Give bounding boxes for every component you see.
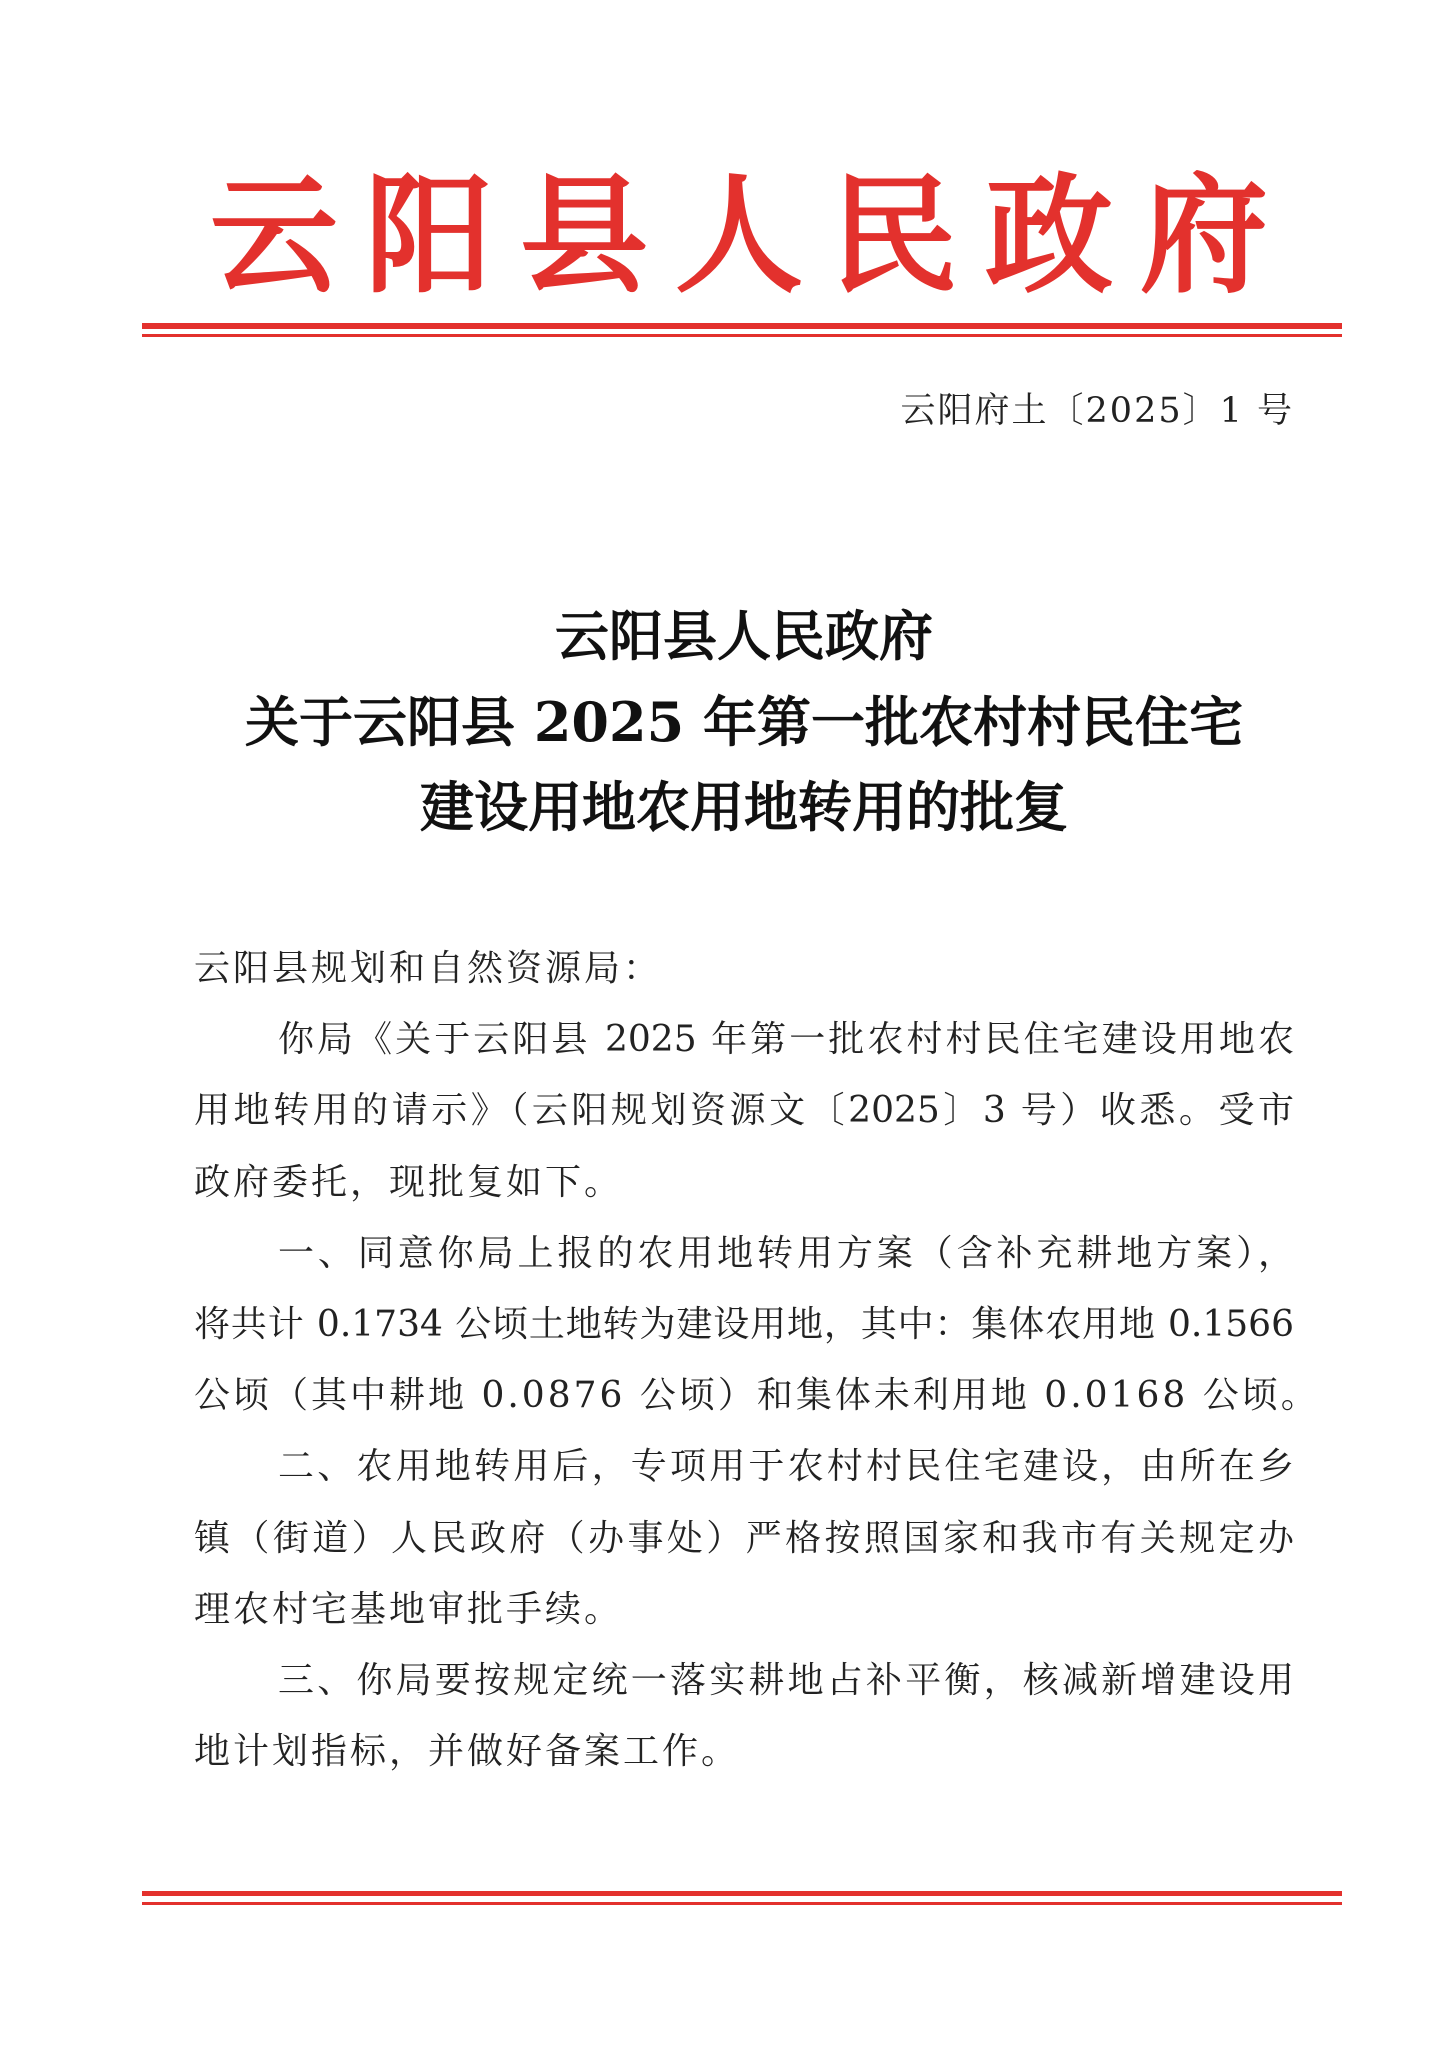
body-paragraph-3 [194,1431,1294,1645]
header-rule-thick [142,323,1342,329]
salutation: 云阳县规划和自然资源局： [194,948,663,989]
body-paragraph-4 [194,1645,1294,1787]
document-number: 云阳府土〔2025〕1 号 [900,391,1294,431]
body-line: 地计划指标，并做好备案工作。 [194,1731,741,1773]
issuing-authority-header: 云阳县人民政府 [210,161,1268,311]
title-line-2: 关于云阳县 2025 年第一批农村村民住宅 [245,689,1243,754]
footer-rule-thin [142,1902,1342,1905]
footer-rule-thick [142,1891,1342,1896]
document-title [194,594,1294,851]
body-line: 政府委托，现批复如下。 [194,1161,624,1203]
body-line: 一、同意你局上报的农用地转用方案（含补充耕地方案）， [278,1232,1294,1274]
body-line: 公顷（其中耕地 0.0876 公顷）和集体未利用地 0.0168 公顷。 [194,1375,1320,1417]
body-paragraph-1 [194,1004,1294,1218]
body-line: 三、你局要按规定统一落实耕地占补平衡，核减新增建设用 [278,1659,1294,1701]
body-line: 镇（街道）人民政府（办事处）严格按照国家和我市有关规定办 [194,1517,1294,1559]
header-rule-thin [142,334,1342,337]
title-line-1: 云阳县人民政府 [555,604,933,668]
body-paragraph-2 [194,1218,1320,1432]
body-line: 二、农用地转用后，专项用于农村村民住宅建设，由所在乡 [278,1446,1294,1488]
body-line: 用地转用的请示》（云阳规划资源文〔2025〕3 号）收悉。受市 [194,1090,1294,1132]
body-line: 理农村宅基地审批手续。 [194,1588,624,1630]
body-line: 将共计 0.1734 公顷土地转为建设用地，其中：集体农用地 0.1566 [194,1303,1294,1345]
title-line-3: 建设用地农用地转用的批复 [420,775,1068,839]
body-line: 你局《关于云阳县 2025 年第一批农村村民住宅建设用地农 [278,1019,1294,1061]
document-body [194,933,1320,1787]
